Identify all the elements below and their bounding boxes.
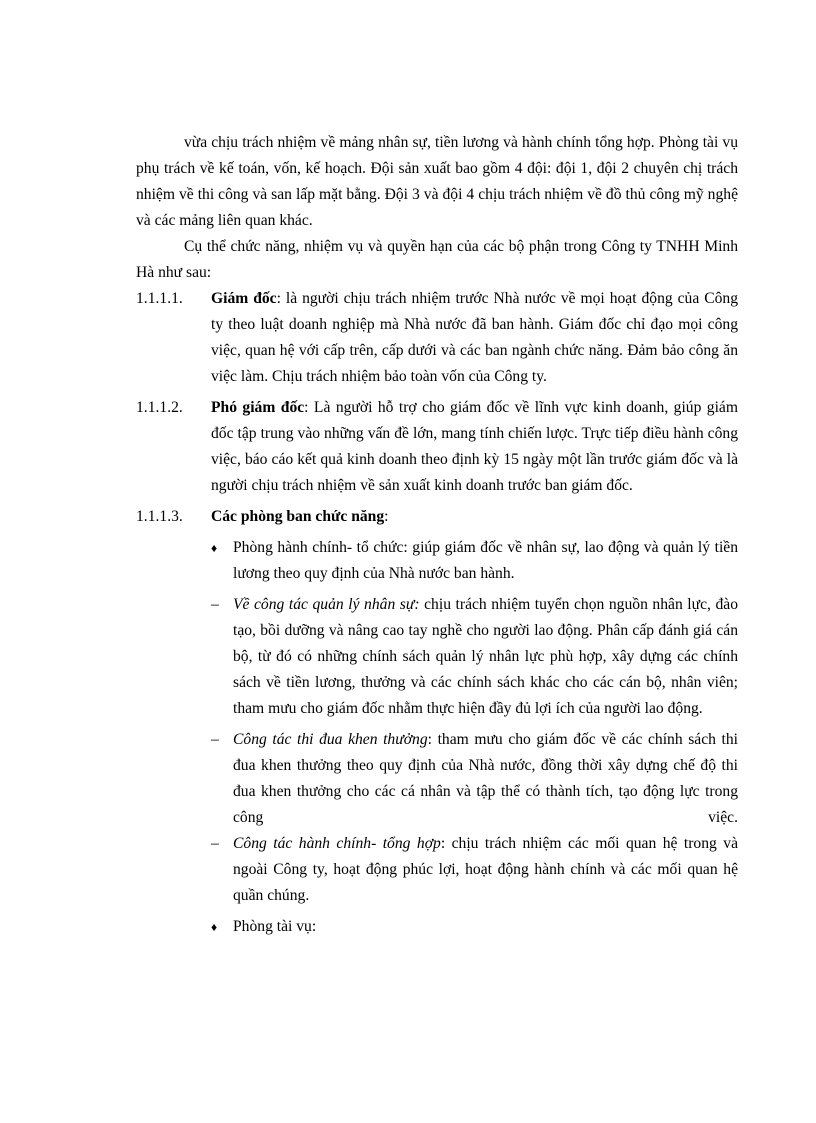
dash-bullet-icon: –	[211, 596, 219, 613]
section-number: 1.1.1.1.	[136, 290, 183, 307]
subitem-text: Phòng hành chính- tổ chức: giúp giám đốc về nhân sự, lao động và quản lý tiền lương theo quy định của Nhà nước ban hành.	[233, 539, 738, 582]
section-number: 1.1.1.2.	[136, 399, 183, 416]
section-item-deputy-director	[136, 395, 738, 499]
subitem-lead: Về công tác quản lý nhân sự:	[233, 596, 420, 613]
section-text: : là người chịu trách nhiệm trước Nhà nước về mọi hoạt động của Công ty theo luật doanh nghiệp mà Nhà nước đã ban hành. Giám đốc chỉ đạo mọi công việc, quan hệ với cấp trên, cấp dưới và các ban ngành chức năng. Đảm bảo công ăn việc làm. Chịu trách nhiệm bảo toàn vốn của Công ty.	[211, 290, 738, 385]
section-number: 1.1.1.3.	[136, 508, 183, 525]
dash-bullet-icon: –	[211, 731, 219, 748]
subitem-text: chịu trách nhiệm tuyển chọn nguồn nhân lực, đào tạo, bồi dưỡng và nâng cao tay nghề cho người lao động. Phân cấp đánh giá cán bộ, từ đó có những chính sách quản lý nhân lực phù hợp, xây dựng các chính sách về tiền lương, thưởng và các chính sách khác cho các cán bộ, nhân viên; tham mưu cho giám đốc nhằm thực hiện đầy đủ lợi ích của người lao động.	[233, 596, 738, 717]
subitem-text: : tham mưu cho giám đốc về các chính sách thi đua khen thưởng theo quy định của Nhà nước, đồng thời xây dựng chế độ thi đua khen thưởng cho các cá nhân và tập thể có thành tích, tạo động lực trong công việc.	[233, 731, 738, 826]
section-title: Các phòng ban chức năng	[211, 508, 385, 525]
section-text: : Là người hỗ trợ cho giám đốc về lĩnh vực kinh doanh, giúp giám đốc tập trung vào những vấn đề lớn, mang tính chiến lược. Trực tiếp điều hành công việc, báo cáo kết quả kinh doanh theo định kỳ 15 ngày một lần trước giám đốc và là người chịu trách nhiệm về sản xuất kinh doanh trước ban giám đốc.	[211, 399, 738, 494]
subitem-finance-office	[136, 914, 738, 940]
document-body	[136, 130, 738, 940]
section-item-director	[136, 286, 738, 390]
section-item-departments	[136, 504, 738, 530]
diamond-bullet-icon: ♦	[211, 541, 218, 555]
subitem-admin-office	[136, 535, 738, 587]
subitem-lead: Công tác hành chính- tổng hợp	[233, 835, 441, 852]
paragraph-functions-intro: Cụ thể chức năng, nhiệm vụ và quyền hạn của các bộ phận trong Công ty TNHH Minh Hà như sau:	[136, 238, 738, 281]
subitem-text: Phòng tài vụ:	[233, 918, 317, 935]
subitem-text: : chịu trách nhiệm các mối quan hệ trong và ngoài Công ty, hoạt động phúc lợi, hoạt động hành chính và các mối quan hệ quần chúng.	[233, 835, 739, 904]
section-title: Giám đốc	[211, 290, 277, 307]
subitem-hr-management	[136, 592, 738, 722]
section-title: Phó giám đốc	[211, 399, 305, 416]
section-text: :	[384, 508, 389, 525]
subitem-lead: Công tác thi đua khen thưởng	[233, 731, 428, 748]
subitem-emulation-rewards	[136, 727, 738, 831]
subitem-general-admin	[136, 831, 738, 909]
dash-bullet-icon: –	[211, 835, 219, 852]
diamond-bullet-icon: ♦	[211, 920, 218, 934]
paragraph-org-summary: vừa chịu trách nhiệm về mảng nhân sự, tiền lương và hành chính tổng hợp. Phòng tài vụ phụ trách về kế toán, vốn, kế hoạch. Đội sản xuất bao gồm 4 đội: đội 1, đội 2 chuyên chị trách nhiệm về thi công và san lấp mặt bằng. Đội 3 và đội 4 chịu trách nhiệm về đồ thủ công mỹ nghệ và các mảng liên quan khác.	[136, 134, 738, 229]
